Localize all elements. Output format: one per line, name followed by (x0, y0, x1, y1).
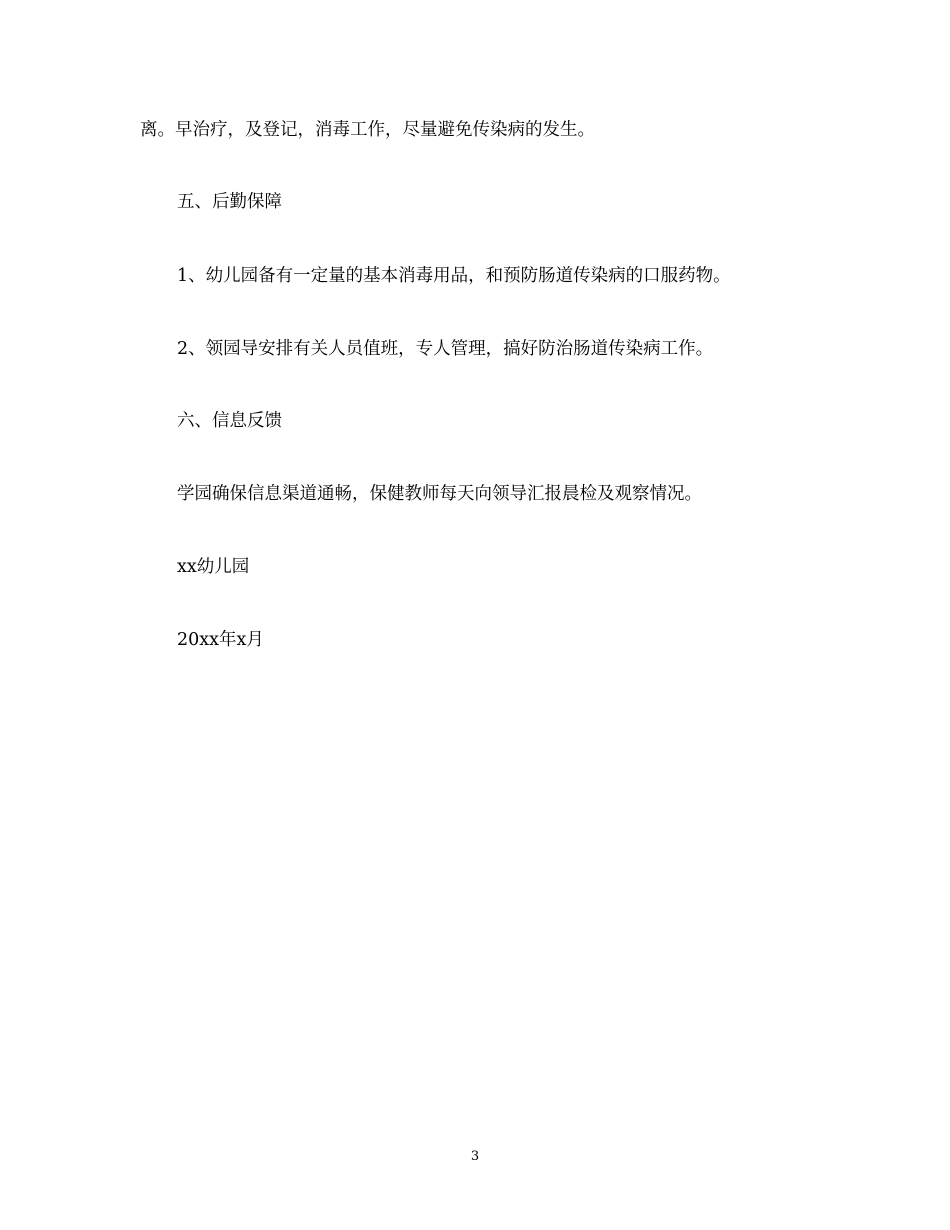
paragraph-continuation: 离。早治疗，及登记，消毒工作，尽量避免传染病的发生。 (140, 120, 595, 140)
paragraph-item-1: 1、幼儿园备有一定量的基本消毒用品，和预防肠道传染病的口服药物。 (177, 266, 731, 286)
page-number: 3 (470, 1149, 480, 1164)
section-heading-logistics: 五、后勤保障 (177, 192, 282, 212)
signature-date: 20xx年x月 (177, 630, 264, 650)
paragraph-item-2: 2、领园导安排有关人员值班，专人管理，搞好防治肠道传染病工作。 (177, 339, 714, 359)
section-heading-feedback: 六、信息反馈 (177, 411, 282, 431)
paragraph-feedback: 学园确保信息渠道通畅，保健教师每天向领导汇报晨检及观察情况。 (177, 484, 702, 504)
signature-organization: xx幼儿园 (177, 557, 250, 577)
